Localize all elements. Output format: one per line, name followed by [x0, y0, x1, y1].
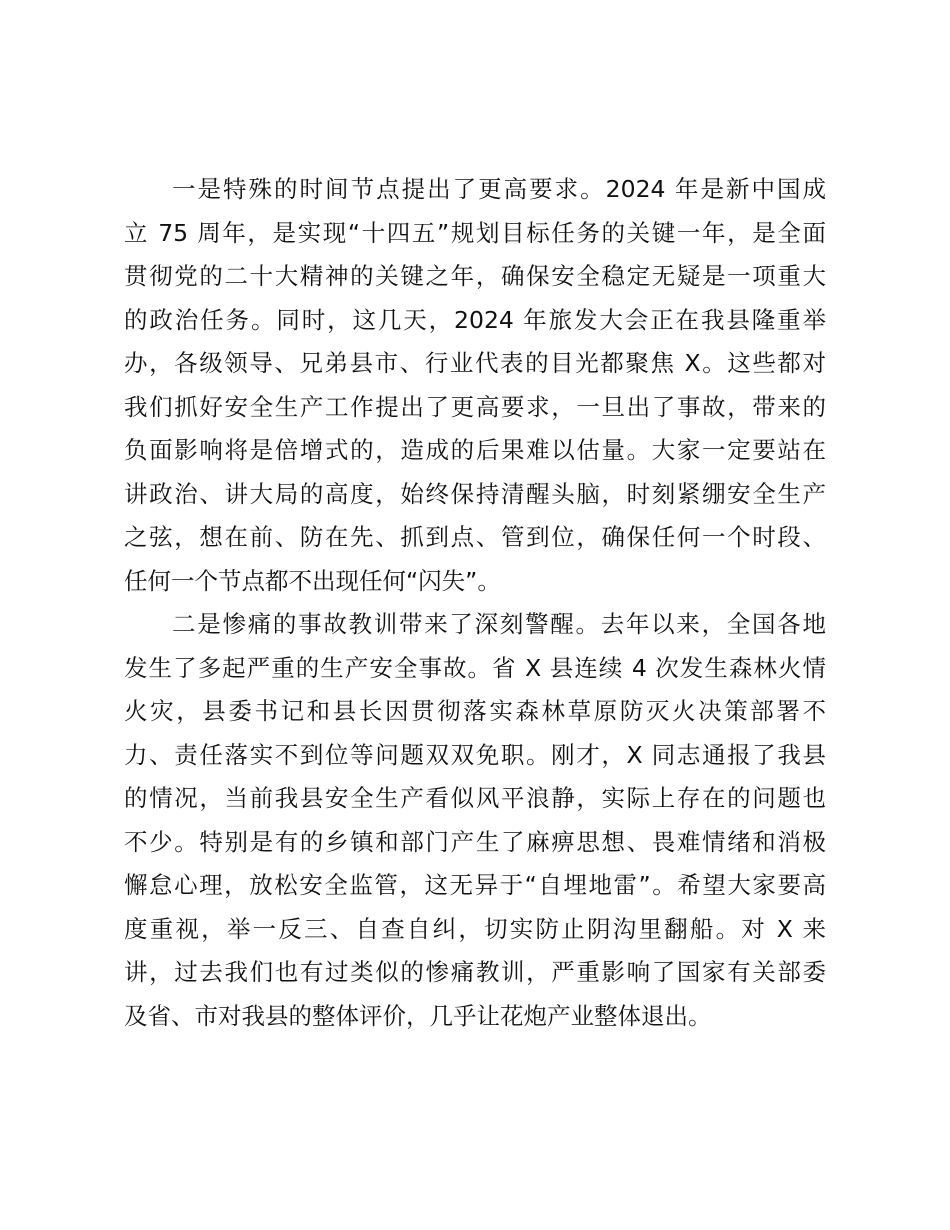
paragraph-line: 度重视，举一反三、自查自纠，切实防止阴沟里翻船。对 X 来	[124, 914, 826, 943]
paragraph-line: 发生了多起严重的生产安全事故。省 X 县连续 4 次发生森林火情	[124, 653, 826, 682]
paragraph-line: 讲政治、讲大局的高度，始终保持清醒头脑，时刻紧绷安全生产	[124, 479, 826, 508]
paragraph-1	[124, 168, 826, 603]
paragraph-line: 办，各级领导、兄弟县市、行业代表的目光都聚焦 X。这些都对	[124, 349, 826, 377]
paragraph-line: 的情况，当前我县安全生产看似风平浪静，实际上存在的问题也	[124, 784, 826, 812]
paragraph-line: 任何一个节点都不出现任何“闪失”。	[124, 566, 501, 595]
paragraph-line: 一是特殊的时间节点提出了更高要求。2024 年是新中国成	[172, 175, 826, 203]
paragraph-line: 懈怠心理，放松安全监管，这无异于“自埋地雷”。希望大家要高	[124, 871, 826, 899]
paragraph-line: 负面影响将是倍增式的，造成的后果难以估量。大家一定要站在	[124, 436, 826, 464]
paragraph-line: 火灾，县委书记和县长因贯彻落实森林草原防灭火决策部署不	[124, 697, 826, 725]
paragraph-line: 及省、市对我县的整体评价，几乎让花炮产业整体退出。	[124, 1001, 712, 1030]
paragraph-2	[124, 603, 826, 1038]
paragraph-line: 我们抓好安全生产工作提出了更高要求，一旦出了事故，带来的	[124, 392, 826, 421]
paragraph-line: 讲，过去我们也有过类似的惨痛教训，严重影响了国家有关部委	[124, 958, 826, 986]
document-body	[124, 168, 826, 1038]
paragraph-line: 不少。特别是有的乡镇和部门产生了麻痹思想、畏难情绪和消极	[124, 827, 826, 856]
paragraph-line: 之弦，想在前、防在先、抓到点、管到位，确保任何一个时段、	[124, 523, 826, 551]
paragraph-line: 力、责任落实不到位等问题双双免职。刚才，X 同志通报了我县	[124, 740, 826, 769]
paragraph-line: 立 75 周年，是实现“十四五”规划目标任务的关键一年，是全面	[124, 218, 826, 247]
paragraph-line: 二是惨痛的事故教训带来了深刻警醒。去年以来，全国各地	[172, 610, 826, 638]
paragraph-line: 贯彻党的二十大精神的关键之年，确保安全稳定无疑是一项重大	[124, 262, 826, 290]
paragraph-line: 的政治任务。同时，这几天，2024 年旅发大会正在我县隆重举	[124, 305, 826, 334]
